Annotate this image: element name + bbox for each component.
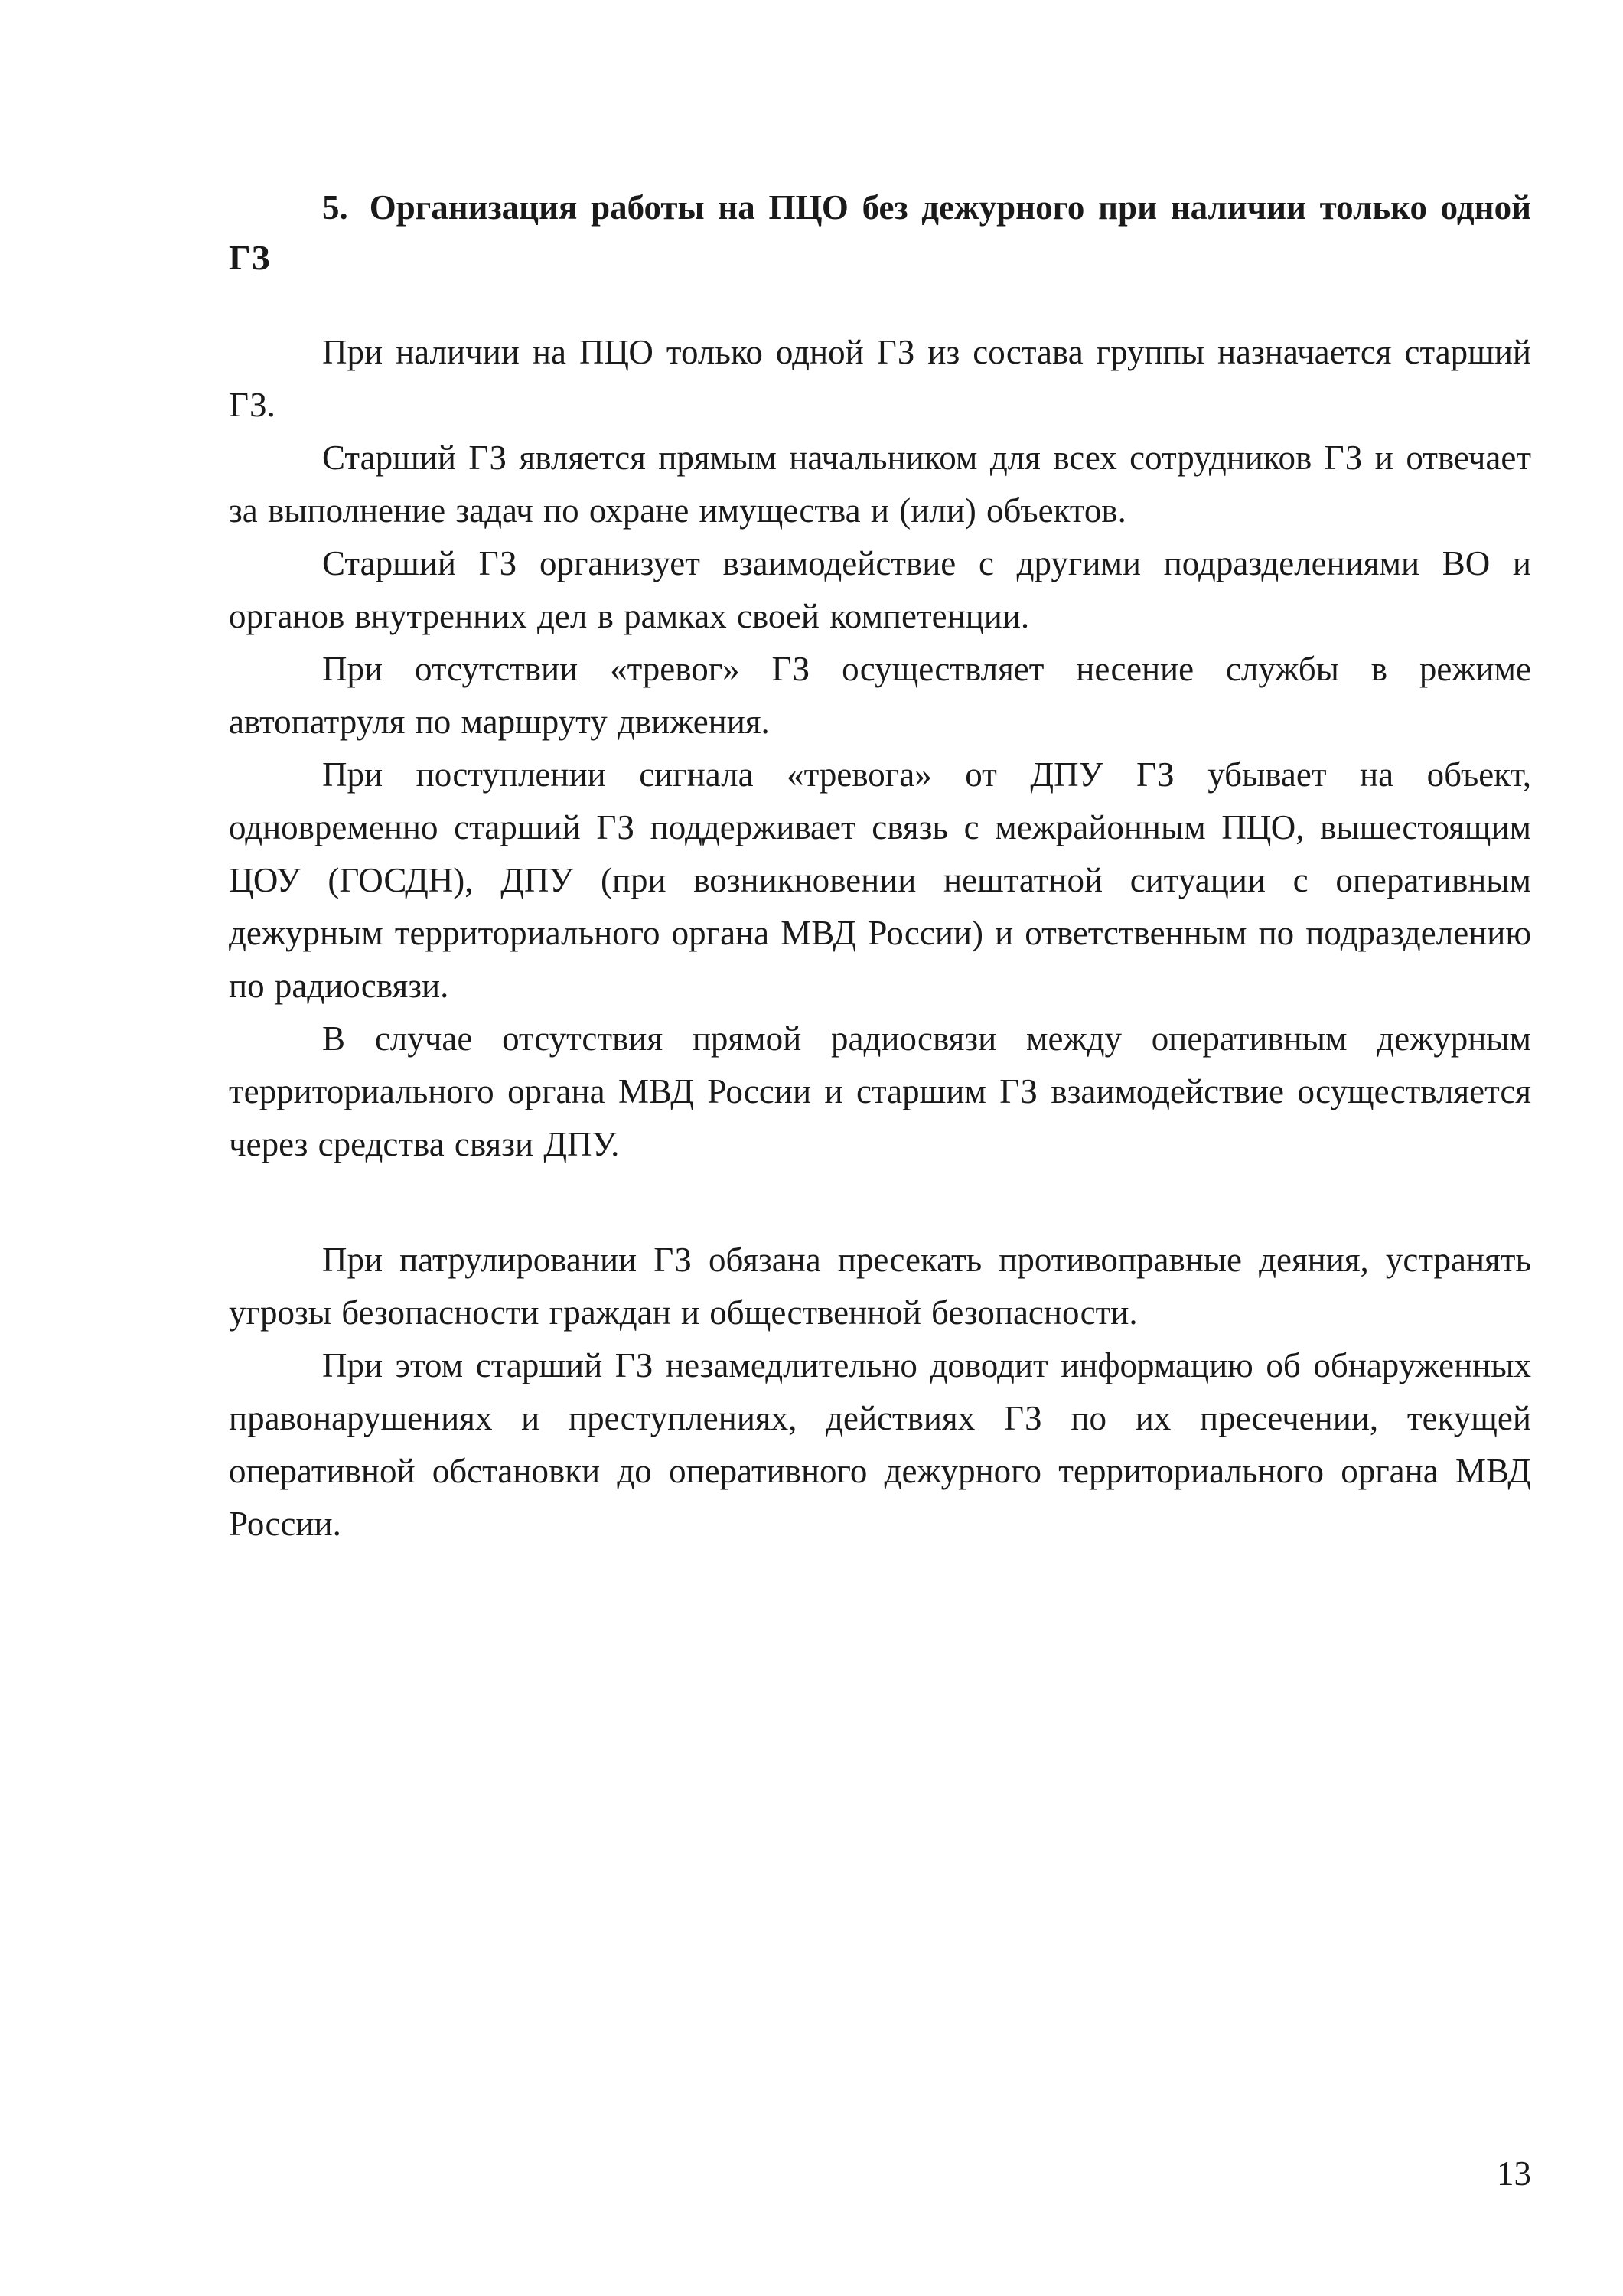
spacer xyxy=(229,283,1531,326)
spacer xyxy=(229,1171,1531,1234)
paragraph: При поступлении сигнала «тревога» от ДПУ ГЗ убывает на объект, одновременно старший ГЗ поддерживает связь с межрайонным ПЦО, вышестоящим ЦОУ (ГОСДН), ДПУ (при возникновении нештатной ситуации с оперативным дежурным территориального органа МВД России) и ответственным по подразделению по радиосвязи. xyxy=(229,755,1531,1005)
section-heading xyxy=(229,182,1531,283)
section-title: Организация работы на ПЦО без дежурного при наличии только одной ГЗ xyxy=(229,188,1531,277)
paragraph: При наличии на ПЦО только одной ГЗ из состава группы назначается старший ГЗ. xyxy=(229,333,1531,424)
page-content xyxy=(229,182,1531,1551)
paragraph: Старший ГЗ является прямым начальником для всех сотрудников ГЗ и отвечает за выполнение задач по охране имущества и (или) объектов. xyxy=(229,439,1531,530)
paragraph: При патрулировании ГЗ обязана пресекать противоправные деяния, устранять угрозы безопасности граждан и общественной безопасности. xyxy=(229,1241,1531,1332)
paragraph: При отсутствии «тревог» ГЗ осуществляет несение службы в режиме автопатруля по маршруту движения. xyxy=(229,650,1531,741)
paragraph: Старший ГЗ организует взаимодействие с другими подразделениями ВО и органов внутренних дел в рамках своей компетенции. xyxy=(229,544,1531,635)
page-number: 13 xyxy=(1497,2154,1531,2193)
paragraph: В случае отсутствия прямой радиосвязи между оперативным дежурным территориального органа МВД России и старшим ГЗ взаимодействие осуществляется через средства связи ДПУ. xyxy=(229,1019,1531,1163)
section-number: 5. xyxy=(322,188,348,227)
paragraph: При этом старший ГЗ незамедлительно доводит информацию об обнаруженных правонарушениях и преступлениях, действиях ГЗ по их пресечении, текущей оперативной обстановки до оперативного дежурного территориального органа МВД России. xyxy=(229,1346,1531,1543)
